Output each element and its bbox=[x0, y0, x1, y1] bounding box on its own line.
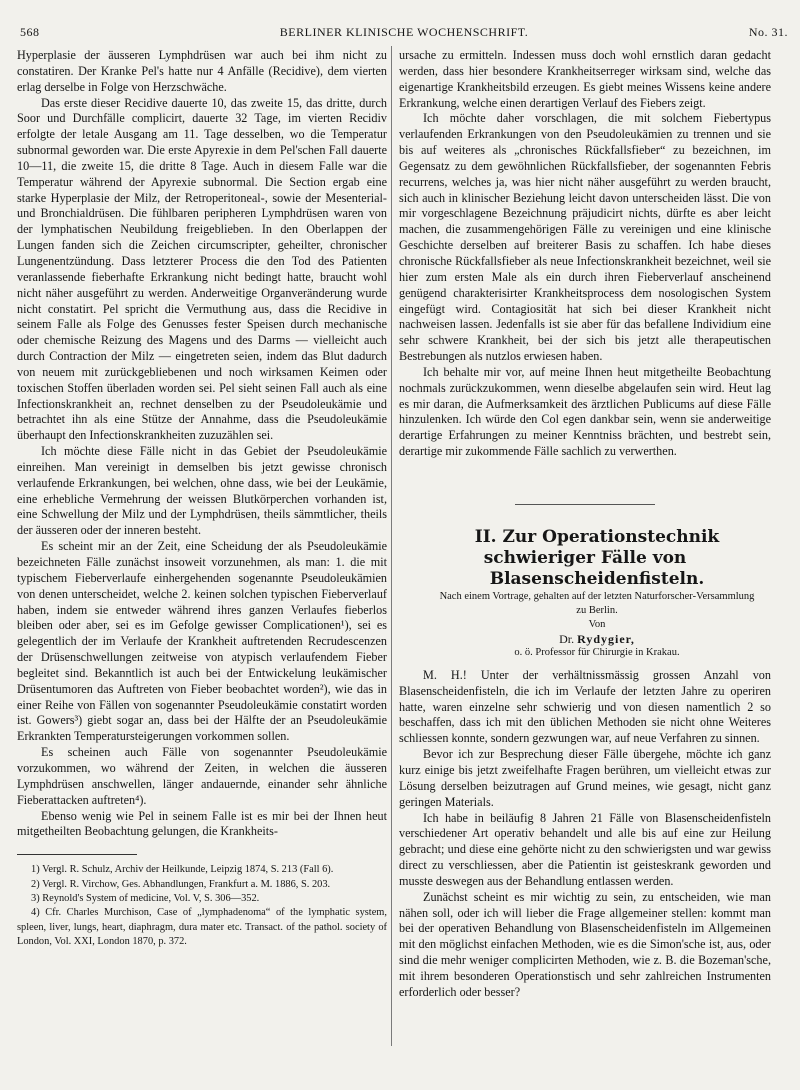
paragraph: Es scheinen auch Fälle von sogenannter Pseudoleukämie vorzukommen, wo während der Zeiten, in welchen die äusseren Lymphdrüsen anschwellen, länger andauernde, einander sehr ähnliche Fieberattacken auftreten⁴). bbox=[17, 745, 387, 807]
footnote: 1) Vergl. R. Schulz, Archiv der Heilkunde, Leipzig 1874, S. 213 (Fall 6). bbox=[31, 864, 334, 876]
column-divider bbox=[391, 46, 392, 1046]
paragraph: Zunächst scheint es mir wichtig zu sein, zu entscheiden, wie man nähen soll, oder ich will lieber die Frage allgemeiner stellen: kommt man bei der operativen Behandlung von Blasenscheidenfisteln im Allgemeinen mit den möglichst einfachen Methoden, wie es die Simon'sche ist, aus, oder sind die mehr weniger complicirten Methoden, wie z. B. die Bozeman'sche, mit ihrem besonderen Operationstisch und sehr zahlreichen Instrumenten erforderlich oder besser? bbox=[399, 889, 771, 999]
footnote: 2) Vergl. R. Virchow, Ges. Abhandlungen, Frankfurt a. M. 1886, S. 203. bbox=[31, 878, 331, 890]
journal-title: BERLINER KLINISCHE WOCHENSCHRIFT. bbox=[279, 25, 529, 39]
article-subtitle-place: zu Berlin. bbox=[576, 604, 618, 616]
article-subtitle: Nach einem Vortrage, gehalten auf der letzten Naturforscher-Versammlung bbox=[439, 590, 755, 602]
footnote-separator bbox=[17, 854, 137, 855]
section-divider bbox=[515, 504, 655, 505]
author-name: Rydygier, bbox=[577, 631, 635, 646]
paragraph: Hyperplasie der äusseren Lymphdrüsen war auch bei ihm nicht zu constatiren. Der Kranke Pel's hatte nur 4 Anfälle (Recidive), dem vierten erlag derselbe in Folge von Herzschwäche. bbox=[17, 48, 387, 94]
page-number: 568 bbox=[20, 25, 40, 39]
footnote: 4) Cfr. Charles Murchison, Case of „lymphadenoma“ of the lymphatic system, spleen, liver, lungs, heart, diaphragm, dura mater etc. Transact. of the pathol. society of London, Vol. XXI, London 1870, p. 372. bbox=[17, 907, 387, 948]
paragraph: Das erste dieser Recidive dauerte 10, das zweite 15, das dritte, durch Soor und Durchfälle complicirt, dauerte 32 Tage, im vierten Recidiv erfolgte der letale Ausgang am 11. Tage desselben, wo die Temperatur subnormal geworden war. Die erste Apyrexie in dem Pel'schen Fall dauerte 10—11, die zweite 15, die dritte 8 Tage. Auch in diesem Falle war die Temperatur während der Apyrexie subnormal. Die Section ergab eine starke Hyperplasie der Milz, der Retroperitoneal-, sowie der Mesenterial- und Bronchialdrüsen. Die fühlbaren peripheren Lymphdrüsen waren von der lymphatischen Neubildung freigeblieben. In den Oberlappen der Lungen fanden sich die Zeichen circumscripter, geheilter, chronischer Lungenentzündung. Dass letzterer Process die den Tod des Patienten veranlassende fieberhafte Erkrankung nicht bedingt hatte, braucht wohl nicht näher ausgeführt zu werden. Anderweitige Organveränderung wurde nicht constatirt. Pel spricht die Vermuthung aus, dass die Recidive in seinem Falle als Folge des Genusses fester Speisen durch mechanische oder chemische Reizung des Magens und des Darms — vielleicht auch durch Contraction der Milz — eingetreten seien, indem das Blut dadurch von neuem mit zurückgebliebenen und noch wirksamen Keimen oder toxischen Stoffen überladen worden sei. Pel sieht seinen Fall auch als eine Infectionskrankheit an, rechnet denselben zu der Pseudoleukämie und betrachtet ihn als eine Stütze der Annahme, dass die Pseudoleukämie überhaupt den Infectionskrankheiten zuzuzählen sei. bbox=[17, 95, 387, 443]
issue-number: No. 31. bbox=[748, 25, 788, 39]
footnote: 3) Reynold's System of medicine, Vol. V, S. 306—352. bbox=[31, 893, 260, 904]
paragraph: Ebenso wenig wie Pel in seinem Falle ist es mir bei der Ihnen heut mitgetheilten Beobachtung gelungen, die Krankheits- bbox=[17, 808, 387, 839]
paragraph: Ich möchte diese Fälle nicht in das Gebiet der Pseudoleukämie einreihen. Man vereinigt in demselben bis jetzt gewisse chronisch verlaufende Erkrankungen, bei welchen, ohne dass, wie bei der Leukämie, eine erhebliche Vermehrung der weissen Blutkörperchen vorhanden ist, eine Schwellung der Milz und der Lymphdrüsen, theils sämmtlicher, theils der äusseren oder der inneren besteht. bbox=[17, 444, 387, 538]
article-title-line: II. Zur Operationstechnik schwieriger Fälle von bbox=[474, 526, 720, 568]
author-affiliation: o. ö. Professor für Chirurgie in Krakau. bbox=[514, 646, 680, 658]
running-head bbox=[20, 25, 788, 41]
left-column bbox=[17, 48, 387, 950]
paragraph: Es scheint mir an der Zeit, eine Scheidung der als Pseudoleukämie bezeichneten Fälle zunächst insoweit vorzunehmen, als man: 1. die mit typischem Fieberverlaufe einhergehenden sogenannte Pseudoleukämien von denen unterscheidet, welche 2. keinen solchen typischen Fieberverlauf haben, indem sie entweder während ihres ganzen Verlaufes fieberlos bleiben oder aber, sei es im Gefolge gewisser Complicationen¹), sei es gelegentlich der im Verlaufe der Krankheit auftretenden Recrudescenzen der Drüsenschwellungen zeitweise von atypisch verlaufendem Fieber begleitet sind. Bekanntlich ist auch bei der Entwickelung leukämischer Drüsentumoren das Auftreten von Fieber beobachtet worden²), wie das in einer Reihe von Fällen von sogenannter Pseudoleukämie constatirt worden ist. Gowers³) giebt sogar an, dass bei der Hälfte der an Pseudoleukämie Erkrankten Temperatursteigerungen vorkommen sollen. bbox=[17, 539, 387, 744]
article-title-line: Blasenscheidenfisteln. bbox=[489, 568, 705, 589]
paragraph: Ich behalte mir vor, auf meine Ihnen heut mitgetheilte Beobachtung nochmals zurückzukommen, wenn dieselbe abgelaufen sein wird. Heut lag es mir daran, die Aufmerksamkeit des ärztlichen Publicums auf diese Fälle hinzulenken. Ich würde den Col egen dankbar sein, wenn sie anderweitige derartige Erfahrungen zu meiner Kenntniss brächten, und bestrebt sein, derartige mir zukommende Fälle sachlich zu verwerthen. bbox=[399, 364, 771, 459]
paragraph: ursache zu ermitteln. Indessen muss doch wohl ernstlich daran gedacht werden, dass hier besondere Krankheitserreger wirksam sind, welche das eigenartige Krankheitsbild erzeugen. Es giebt meines Wissens keine andere Erkrankung, welche einen derartigen Verlauf des Fiebers zeigt. bbox=[399, 48, 771, 110]
paragraph: Ich möchte daher vorschlagen, die mit solchem Fiebertypus verlaufenden Erkrankungen von den Pseudoleukämien zu trennen und sie bis auf weiteres als „chronisches Rückfallsfieber“ zu bezeichnen, im Gegensatz zu dem gewöhnlichen Rückfallsfieber, der sogenannten Febris recurrens, welches ja, was hier nicht näher ausgeführt zu werden braucht, sich auch in klinischer Beziehung leicht davon unterscheiden lässt. Die von mir vorgeschlagene Bezeichnung präjudicirt nichts, dürfte es aber leicht machen, die zusammengehörigen Fälle zu vereinigen und eine klinische Geschichte derselben auf breiterer Basis zu schaffen. Ich habe dieses chronische Rückfallsfieber als neue Infectionskrankheit bezeichnet, weil sie hier zum ersten Male als ein durch ihren Fieberverlauf anscheinend genügend charakterisirter Krankheitsprocess dem nosologischen System eingefügt wird. Contagiosität hat sich bei dieser Krankheit nicht nachweisen lassen. Jedenfalls ist sie aber für das befallene Individium eine sehr schwere Krankheit, bei der sich bis jetzt alle therapeutischen Bestrebungen als nutzlos erwiesen haben. bbox=[399, 111, 771, 364]
paragraph: Ich habe in beiläufig 8 Jahren 21 Fälle von Blasenscheidenfisteln verschiedener Art operativ behandelt und alle bis auf eine zur Heilung gebracht; und diese eine gehörte nicht zu den schwierigsten und war gewiss direct zu verschliessen, aber die Patientin ist geisteskrank geworden und musste deswegen aus der Behandlung entlassen werden. bbox=[399, 810, 771, 888]
article-heading bbox=[399, 527, 771, 660]
right-column bbox=[399, 48, 771, 1001]
footnotes bbox=[17, 863, 387, 949]
paragraph: Bevor ich zur Besprechung dieser Fälle übergehe, möchte ich ganz kurz einige bis jetzt zweifelhafte Fragen berühren, um vielleicht etwas zur Lösung derselben beizutragen auf Grund meines, wie gesagt, nicht ganz geringen Materials. bbox=[399, 747, 771, 809]
paragraph: M. H.! Unter der verhältnissmässig grossen Anzahl von Blasenscheidenfisteln, die ich im Verlaufe der letzten Jahre zu operiren hatte, waren einzelne sehr schwierig und von diesen namentlich 2 so beschaffen, dass ich mit den üblichen Methoden sie nicht ohne Weiteres schliessen konnte, sondern gezwungen war, auf neue Verfahren zu sinnen. bbox=[399, 667, 771, 746]
author-line bbox=[399, 632, 771, 646]
byline-von: Von bbox=[588, 618, 606, 630]
author-prefix: Dr. bbox=[559, 631, 575, 646]
